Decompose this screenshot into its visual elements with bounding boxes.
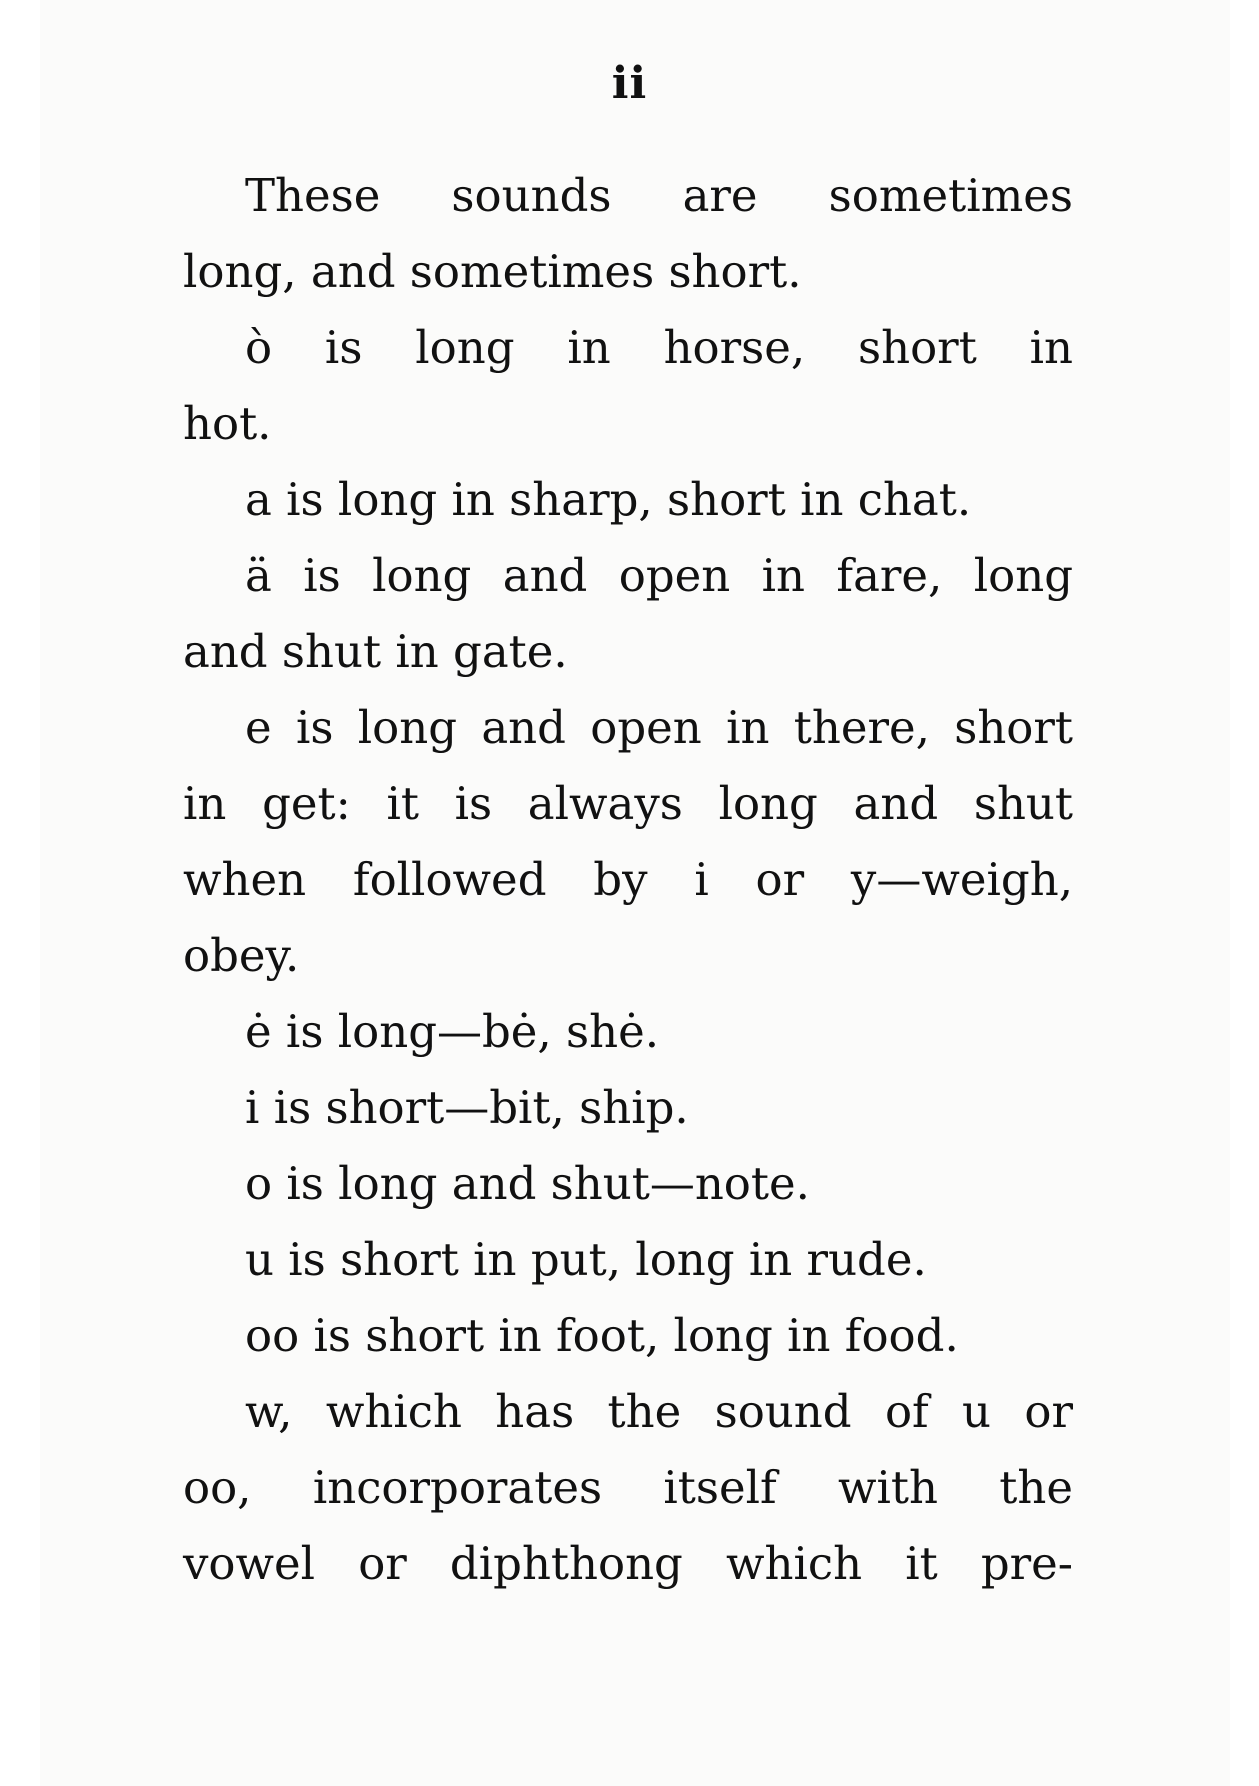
text-line: ė is long—bė, shė. <box>245 1005 660 1058</box>
text-line: e is long and open in there, short <box>245 701 1073 754</box>
text-line: when followed by i or y—weigh, <box>183 853 1073 906</box>
text-line: and shut in gate. <box>183 625 568 678</box>
text-line: These sounds are sometimes <box>245 169 1073 222</box>
text-line: in get: it is always long and shut <box>183 777 1073 830</box>
body-text <box>183 158 1073 1602</box>
text-line: u is short in put, long in rude. <box>245 1233 927 1286</box>
text-line: long, and sometimes short. <box>183 245 802 298</box>
text-line: o is long and shut—note. <box>245 1157 810 1210</box>
text-line: i is short—bit, ship. <box>245 1081 689 1134</box>
text-line: w, which has the sound of u or <box>245 1385 1073 1438</box>
text-line: hot. <box>183 397 272 450</box>
text-line: a is long in sharp, short in chat. <box>245 473 972 526</box>
text-line: ò is long in horse, short in <box>245 321 1073 374</box>
text-line: ä is long and open in fare, long <box>245 549 1073 602</box>
text-line: oo, incorporates itself with the <box>183 1461 1073 1514</box>
text-line: oo is short in foot, long in food. <box>245 1309 959 1362</box>
text-line: vowel or diphthong which it pre- <box>183 1537 1073 1590</box>
text-line: obey. <box>183 929 300 982</box>
page-number: ii <box>611 58 648 109</box>
